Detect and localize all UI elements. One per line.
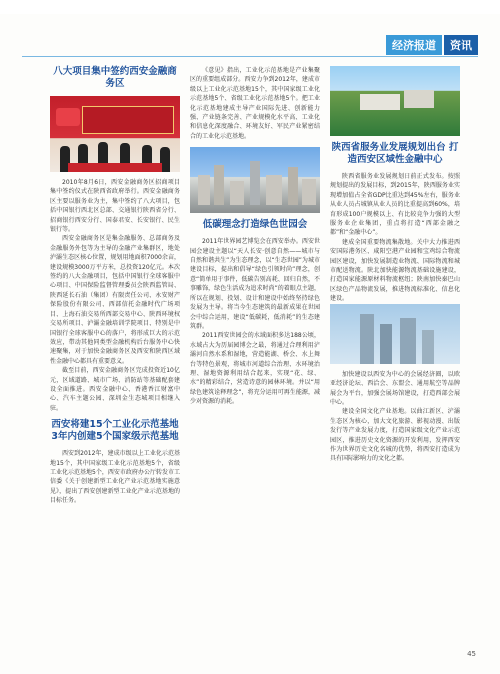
- column-1: [50, 66, 180, 506]
- logo-shape: [56, 108, 80, 126]
- green-building-photo: [330, 66, 460, 136]
- article-paragraph: 2010年8月6日，西安金融商务区招商项目集中签约仪式在陕西省政府举行。西安金融商务区主要以服务业为主，集中签约了八大项目，包括中国银行西北区总部、交通银行陕西省分行、招商银行西安分行、国泰君安、长安银行、民生银行等。: [50, 179, 180, 234]
- article-paragraph: 截至目前，西安金融商务区完成投资近10亿元，区域道路、城市广场、消防站等基础配套建设全面推进。西安金融中心、香港香江财富中心、汽车主题公园、深圳金生态城项目相继入驻。: [50, 367, 180, 412]
- people-group: [50, 140, 180, 172]
- signing-table: [68, 163, 162, 172]
- article-paragraph: 《意见》指出，工业化示范基地是产业集聚区的重要组成部分。西安力争到2012年，建成市级以上工业化示范基地15个，其中国家级工业化示范基地5个、省级工业化示范基地5个。把工业化示范基地建成主导产业国际先进、创新能力强、产业链条完善、产业规模化水平高、工业化和信息化深度融合、环境友好、军民产业紧密结合的工业化示范基地。: [190, 67, 320, 140]
- section-sub: 资讯: [444, 35, 478, 55]
- section-name: 经济报道: [386, 35, 442, 55]
- tower-photo: [330, 304, 460, 364]
- page-top-margin: [0, 0, 500, 14]
- column-2: [190, 66, 320, 407]
- section-header: [386, 35, 478, 55]
- column-3: [330, 66, 460, 464]
- article-headline: 西安将建15个工业化示范基地 3年内创建5个国家级示范基地: [51, 419, 179, 443]
- article-paragraph: 2011西安世园会的水域面积多达188公顷，水域占大为历届园博会之最，将通过合理利用浐灞河自然水系和湿地，营造能湖、桥会、水上舞台等特色景观，将城市河道综合治理、水环境治理、湿地资源利用结合起来，实现“花、绿、水”的精彩结合，营造诗意的园林环境。并以“用绿色建筑诠释理念”，将充分运用可再生能源，减少对资源的消耗。: [190, 332, 320, 406]
- banner: [82, 106, 174, 134]
- article-paragraph: 西安金融商务区是集金融服务、总部商务及金融服务外包等为主导的金融产业集群区，地处泸灞生态区核心位置，规划用地面积7000余亩，建设规模3000万平方米，总投资120亿元。本次签约的八大金融项目，包括中国银行全球客服中心项目、中国保险监督管理委员会陕西监管局、陕西延长石油（集团）有限责任公司、永安财产保险股份有限公司、西部信托金融时代广场项目、上海石油交易所西部交易中心、陕西环境权交易所项目、泸灞金融培训学院项目、特别是中国银行全球客服中心的落户，将形成巨大的示范效应，带动其他同类型金融机构后台服务中心快速聚集，对于加快金融商务区及西安和陕西区域性金融中心都具有重要意义。: [50, 235, 180, 365]
- article-paragraph: 西安到2012年，建成市级以上工业化示范基地15个，其中国家级工业化示范基地5个，省级工业化示范基地5个，西安市政府办公厅转发市工信委《关于创建新型工业化产业示范基地实施意见》，提出了西安创建新型工业化产业示范基地的目标任务。: [50, 450, 180, 505]
- article-paragraph: 建设全国文化产业基地。以曲江新区、浐灞生态区为核心，加大文化旅游、影视动漫、出版发行等产业发展力度，打造国家级文化产业示范园区，推进历史文化资源的开发利用，发挥西安作为世界历史文化名城的优势，将西安打造成为具有国际影响力的文化之都。: [330, 408, 460, 463]
- article-headline: 陕西省服务业发展规划出台 打造西安区域性金融中心: [331, 142, 459, 165]
- article-headline: 低碳理念打造绿色世园会: [202, 219, 308, 231]
- article-paragraph: 陕西省服务业发展规划日前正式发布。按照规划提出的发展目标，到2015年，陕西服务业实现增加值占全省GDP比重达到45%左右，服务业从业人员占城镇从业人员的比重提高到60%，培育形成100户规模以上、有比较竞争力强的大型服务业企业集团，重点将打造“西部金融之都”和“金融中心”。: [330, 173, 460, 237]
- article-paragraph: 加快建设以西安为中心的会展经济圈，以欧亚经济论坛、西洽会、东盟会、通用航空等品牌展会为平台，加强会展场馆建设，打造西部会展中心。: [330, 370, 460, 406]
- city-skyline-photo: [190, 147, 320, 213]
- article-paragraph: 2011年世界园艺博览会在西安举办。西安世园会建设主题以“天人长安·创意自然——城市与自然和谐共生”为生态理念，以“生态世园”为城市建设目标，提出和倡导“绿色引领时尚”理念，创意“简单用于事件，低碳告别高耗、回归自然，不事雕饰，绿色生活成为追求时尚”的着眼点主题，所以在规划、投划、设计和建设中始终坚持绿色发展为主导。将当今生态建筑的最新成果在世园会中综合运用，建设“低碳耗，低消耗”的生态建筑群。: [190, 238, 320, 330]
- article-paragraph: 建成全国重要物流集散地。关中大力推进西安国际港务区、咸阳空港产业园和宝鸡综合物流园区建设，加快发展制造业物流、国际物流和城市配送物流。陕北加快能源物流基础设施建设，打造国家能源原材料物流枢纽；陕南加快秦巴山区绿色产品物流发展，推进物流标准化、信息化建设。: [330, 238, 460, 303]
- header-divider: [22, 56, 478, 57]
- page-number: 45: [467, 650, 476, 658]
- article-headline: 八大项目集中签约西安金融商务区: [53, 66, 177, 89]
- signing-ceremony-photo: [50, 96, 180, 172]
